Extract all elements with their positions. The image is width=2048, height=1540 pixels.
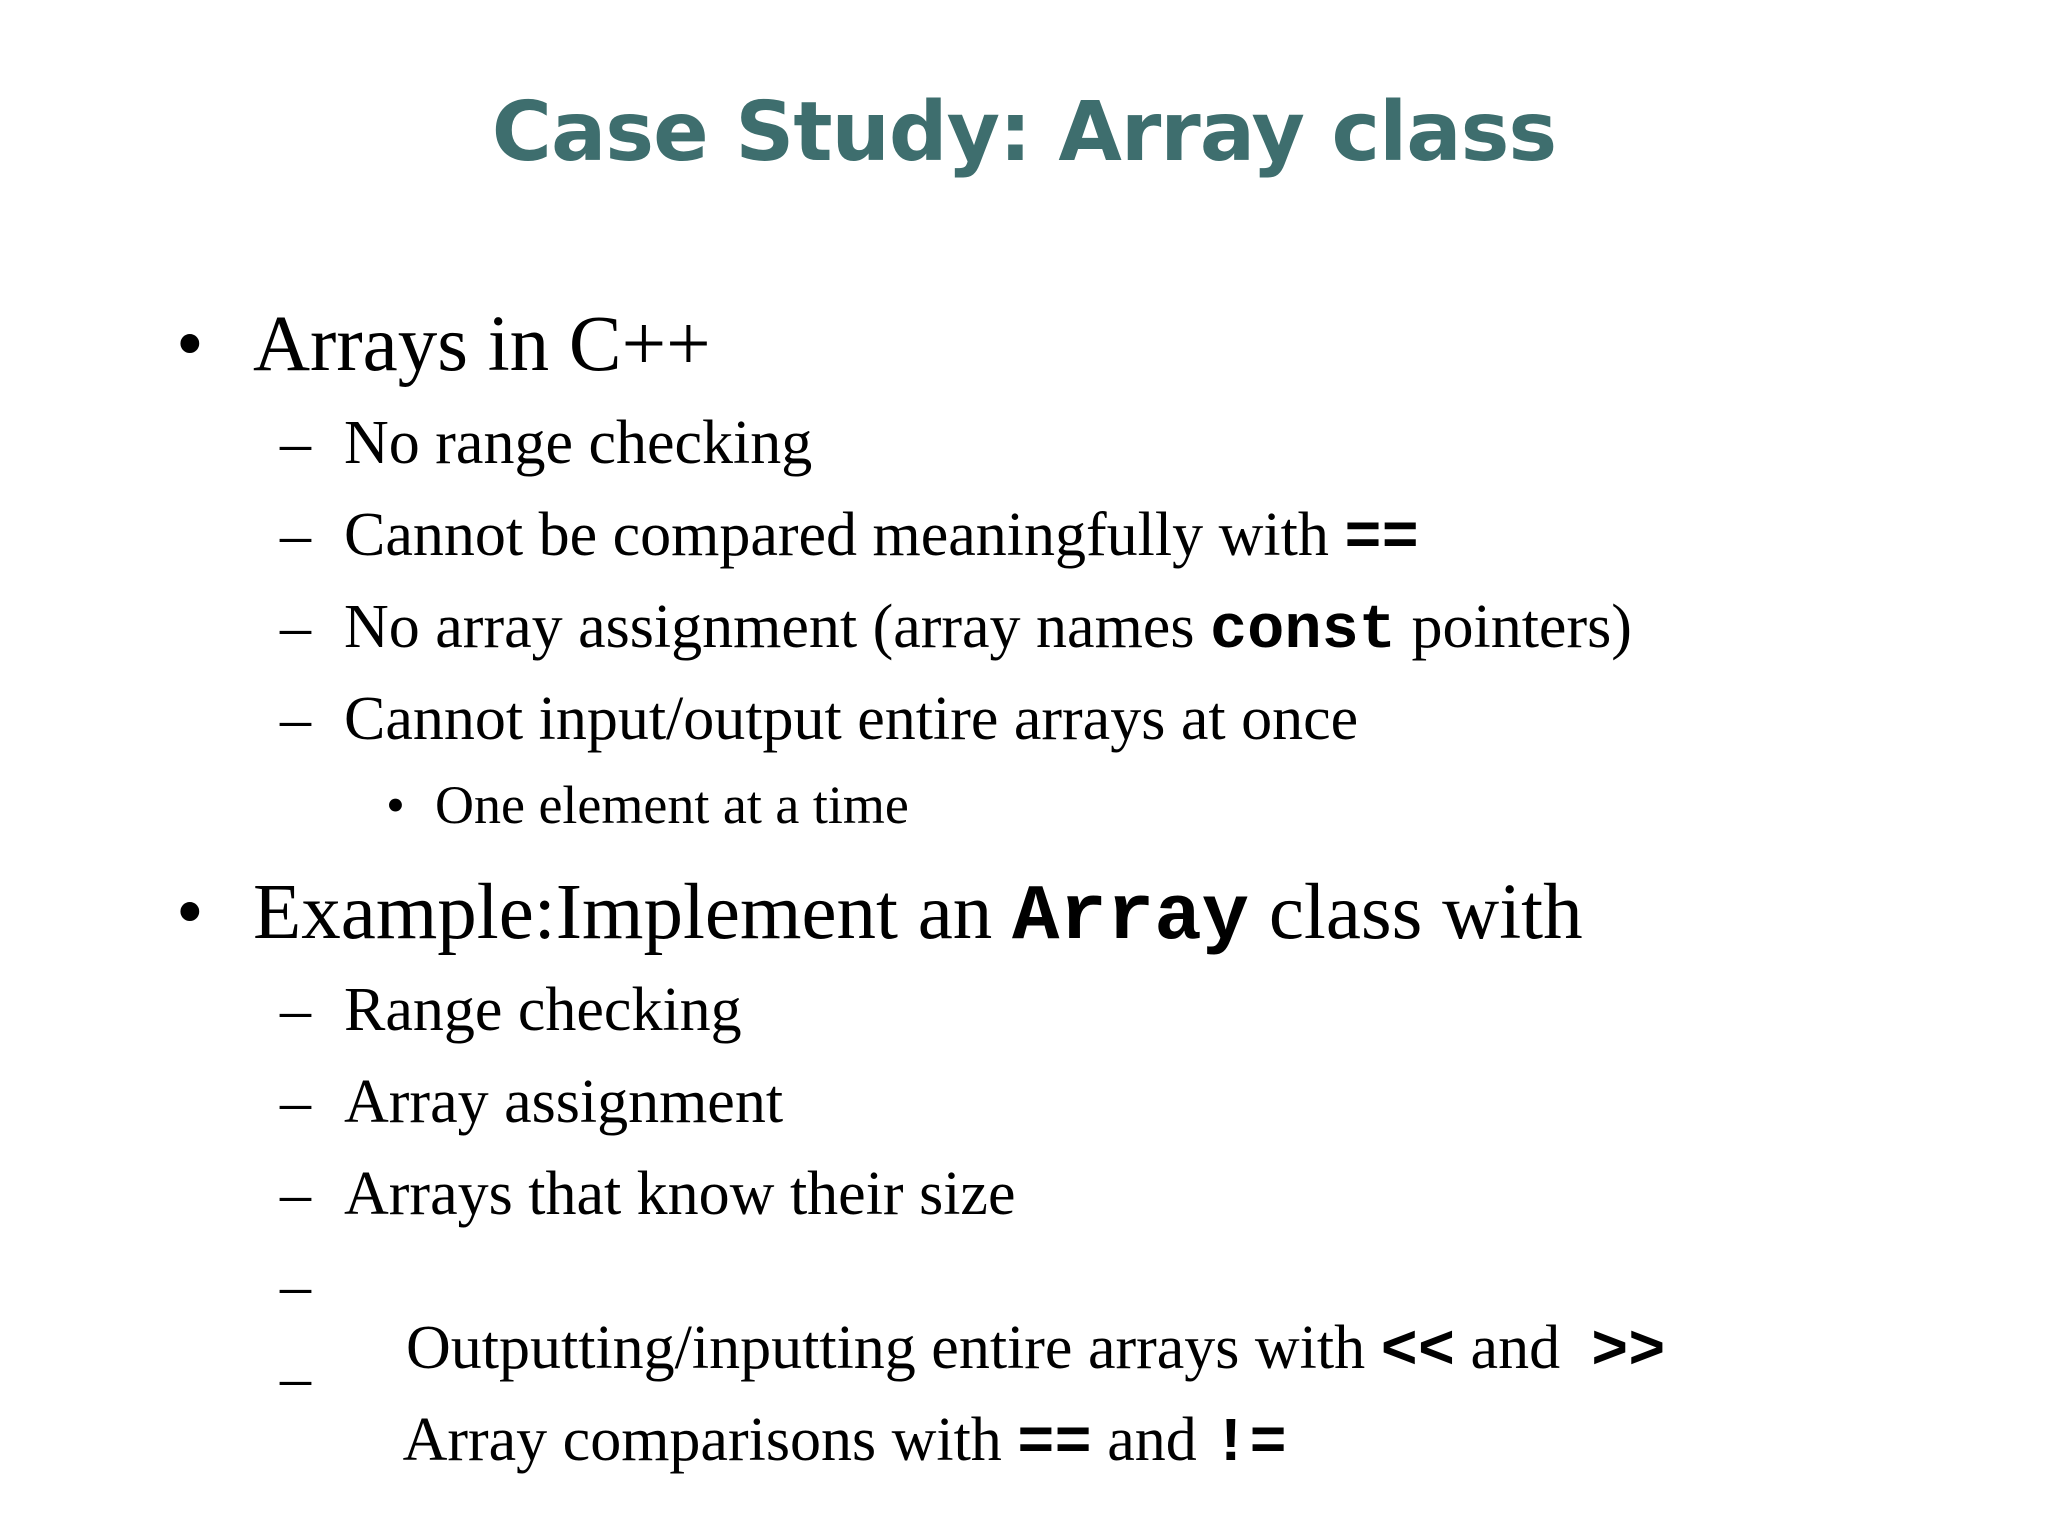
item-array-comparisons — [344, 1347, 1287, 1537]
item-cannot-input-output: Cannot input/output entire arrays at once — [344, 685, 1359, 753]
bullet-marker: • — [176, 869, 204, 956]
code-const: const — [1209, 595, 1396, 666]
dash-marker: – — [280, 1344, 311, 1412]
dash-marker: – — [280, 1068, 311, 1136]
item-no-array-assignment — [344, 593, 1632, 666]
code-equals: == — [1344, 503, 1419, 574]
slide-title: Case Study: Array class — [491, 85, 1557, 180]
bullet-example — [253, 869, 1583, 962]
item-arrays-know-size: Arrays that know their size — [344, 1160, 1016, 1228]
code-array: Array — [1012, 872, 1250, 962]
item-text-after: pointers) — [1395, 593, 1632, 661]
dash-marker: – — [280, 685, 311, 753]
item-text-after: class with — [1249, 869, 1583, 956]
dash-marker: – — [280, 1160, 311, 1228]
sub-bullet-marker: • — [386, 775, 405, 835]
dash-marker: – — [280, 501, 311, 569]
item-array-assignment: Array assignment — [344, 1068, 784, 1136]
code-not-equals: != — [1212, 1408, 1287, 1479]
item-range-checking: Range checking — [344, 976, 742, 1044]
item-text-mid: and — [1455, 1314, 1592, 1382]
bullet-marker: • — [176, 301, 204, 388]
dash-marker: – — [280, 409, 311, 477]
item-text: Example:Implement an — [253, 869, 1013, 956]
item-text: Array comparisons with — [402, 1406, 1018, 1474]
item-no-range-checking: No range checking — [344, 409, 813, 477]
dash-marker: – — [280, 593, 311, 661]
bullet-arrays-in-cpp: Arrays in C++ — [253, 301, 711, 388]
item-text: Cannot be compared meaningfully with — [344, 501, 1345, 569]
item-text: No array assignment (array names — [344, 593, 1210, 661]
code-equals: == — [1017, 1408, 1092, 1479]
subitem-one-element: One element at a time — [435, 775, 909, 835]
dash-marker: – — [280, 1252, 311, 1320]
item-text: Outputting/inputting entire arrays with — [406, 1314, 1381, 1382]
code-shift-right: >> — [1591, 1316, 1666, 1387]
code-shift-left: << — [1380, 1316, 1456, 1387]
dash-marker: – — [280, 976, 311, 1044]
item-text-mid: and — [1091, 1406, 1213, 1474]
item-cannot-compare — [344, 501, 1419, 574]
